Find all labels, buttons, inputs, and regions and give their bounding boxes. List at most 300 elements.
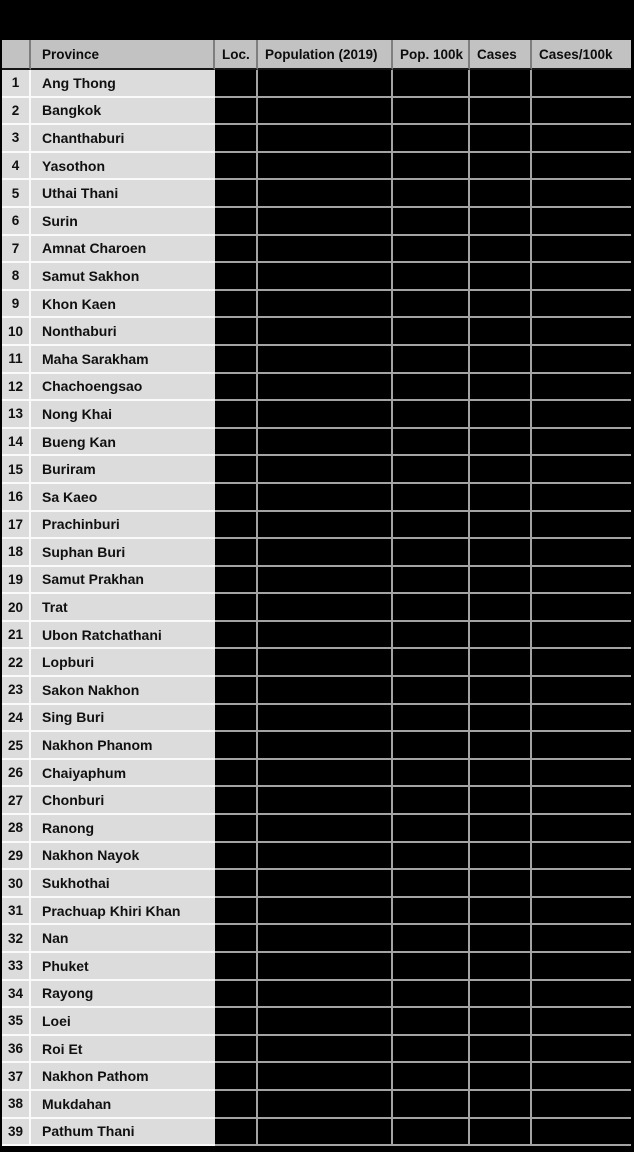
cell-cases-redacted <box>470 456 532 484</box>
cell-pop-100k-redacted <box>393 1091 470 1119</box>
table-row <box>2 1091 631 1119</box>
table-row <box>2 208 631 236</box>
cell-loc-redacted <box>215 594 258 622</box>
table-row <box>2 705 631 733</box>
table-header <box>2 40 631 70</box>
province-name: Mukdahan <box>31 1091 215 1119</box>
province-name: Bangkok <box>31 98 215 126</box>
cell-population-redacted <box>258 981 393 1009</box>
table-row <box>2 953 631 981</box>
cell-loc-redacted <box>215 925 258 953</box>
province-name: Uthai Thani <box>31 180 215 208</box>
cell-loc-redacted <box>215 843 258 871</box>
cell-pop-100k-redacted <box>393 318 470 346</box>
province-name: Chanthaburi <box>31 125 215 153</box>
cell-loc-redacted <box>215 649 258 677</box>
cell-cases-100k-redacted <box>532 318 631 346</box>
cell-loc-redacted <box>215 263 258 291</box>
cell-pop-100k-redacted <box>393 401 470 429</box>
table-row <box>2 484 631 512</box>
table-row <box>2 760 631 788</box>
table-row <box>2 622 631 650</box>
row-number: 29 <box>2 843 31 871</box>
row-number: 11 <box>2 346 31 374</box>
cell-population-redacted <box>258 1063 393 1091</box>
cell-loc-redacted <box>215 1008 258 1036</box>
cell-loc-redacted <box>215 1063 258 1091</box>
cell-loc-redacted <box>215 346 258 374</box>
cell-cases-100k-redacted <box>532 236 631 264</box>
cell-cases-redacted <box>470 125 532 153</box>
province-name: Sing Buri <box>31 705 215 733</box>
cell-pop-100k-redacted <box>393 567 470 595</box>
row-number: 13 <box>2 401 31 429</box>
cell-population-redacted <box>258 153 393 181</box>
cell-cases-100k-redacted <box>532 981 631 1009</box>
header-pop-100k: Pop. 100k <box>393 40 470 70</box>
cell-loc-redacted <box>215 512 258 540</box>
cell-population-redacted <box>258 760 393 788</box>
province-name: Maha Sarakham <box>31 346 215 374</box>
province-name: Samut Sakhon <box>31 263 215 291</box>
table-row <box>2 843 631 871</box>
cell-pop-100k-redacted <box>393 539 470 567</box>
table-row <box>2 1119 631 1147</box>
row-number: 5 <box>2 180 31 208</box>
province-name: Nan <box>31 925 215 953</box>
cell-population-redacted <box>258 374 393 402</box>
province-name: Loei <box>31 1008 215 1036</box>
cell-cases-redacted <box>470 484 532 512</box>
row-number: 38 <box>2 1091 31 1119</box>
header-cases-100k: Cases/100k <box>532 40 631 70</box>
cell-cases-redacted <box>470 346 532 374</box>
cell-population-redacted <box>258 870 393 898</box>
cell-cases-100k-redacted <box>532 649 631 677</box>
table-row <box>2 898 631 926</box>
cell-loc-redacted <box>215 153 258 181</box>
cell-cases-100k-redacted <box>532 1063 631 1091</box>
table-row <box>2 236 631 264</box>
table-row <box>2 981 631 1009</box>
cell-cases-100k-redacted <box>532 98 631 126</box>
row-number: 18 <box>2 539 31 567</box>
cell-cases-100k-redacted <box>532 539 631 567</box>
cell-population-redacted <box>258 622 393 650</box>
cell-cases-redacted <box>470 401 532 429</box>
cell-cases-100k-redacted <box>532 263 631 291</box>
province-name: Buriram <box>31 456 215 484</box>
cell-loc-redacted <box>215 318 258 346</box>
cell-loc-redacted <box>215 1091 258 1119</box>
cell-cases-redacted <box>470 1008 532 1036</box>
row-number: 19 <box>2 567 31 595</box>
cell-loc-redacted <box>215 732 258 760</box>
cell-population-redacted <box>258 1036 393 1064</box>
row-number: 9 <box>2 291 31 319</box>
cell-pop-100k-redacted <box>393 760 470 788</box>
row-number: 25 <box>2 732 31 760</box>
cell-pop-100k-redacted <box>393 925 470 953</box>
cell-cases-redacted <box>470 1036 532 1064</box>
province-name: Ranong <box>31 815 215 843</box>
cell-cases-redacted <box>470 429 532 457</box>
province-name: Surin <box>31 208 215 236</box>
cell-population-redacted <box>258 787 393 815</box>
cell-cases-redacted <box>470 677 532 705</box>
province-name: Nonthaburi <box>31 318 215 346</box>
cell-cases-100k-redacted <box>532 456 631 484</box>
cell-population-redacted <box>258 263 393 291</box>
cell-population-redacted <box>258 125 393 153</box>
cell-population-redacted <box>258 677 393 705</box>
cell-pop-100k-redacted <box>393 346 470 374</box>
cell-loc-redacted <box>215 429 258 457</box>
table-row <box>2 70 631 98</box>
cell-cases-100k-redacted <box>532 484 631 512</box>
table-row <box>2 1036 631 1064</box>
cell-cases-100k-redacted <box>532 70 631 98</box>
province-name: Nakhon Pathom <box>31 1063 215 1091</box>
row-number: 22 <box>2 649 31 677</box>
cell-cases-redacted <box>470 567 532 595</box>
cell-population-redacted <box>258 512 393 540</box>
table-row <box>2 787 631 815</box>
header-blank <box>2 40 31 70</box>
cell-population-redacted <box>258 953 393 981</box>
cell-pop-100k-redacted <box>393 705 470 733</box>
cell-population-redacted <box>258 925 393 953</box>
cell-cases-redacted <box>470 815 532 843</box>
table-row <box>2 429 631 457</box>
row-number: 23 <box>2 677 31 705</box>
province-name: Ang Thong <box>31 70 215 98</box>
cell-population-redacted <box>258 318 393 346</box>
cell-cases-100k-redacted <box>532 1008 631 1036</box>
cell-cases-redacted <box>470 732 532 760</box>
cell-pop-100k-redacted <box>393 622 470 650</box>
row-number: 17 <box>2 512 31 540</box>
row-number: 2 <box>2 98 31 126</box>
cell-pop-100k-redacted <box>393 870 470 898</box>
cell-cases-100k-redacted <box>532 374 631 402</box>
province-name: Amnat Charoen <box>31 236 215 264</box>
cell-cases-redacted <box>470 1063 532 1091</box>
province-name: Pathum Thani <box>31 1119 215 1147</box>
cell-pop-100k-redacted <box>393 374 470 402</box>
row-number: 14 <box>2 429 31 457</box>
table-row <box>2 125 631 153</box>
province-name: Trat <box>31 594 215 622</box>
cell-population-redacted <box>258 898 393 926</box>
cell-loc-redacted <box>215 567 258 595</box>
row-number: 28 <box>2 815 31 843</box>
table-row <box>2 153 631 181</box>
cell-pop-100k-redacted <box>393 787 470 815</box>
table-row <box>2 732 631 760</box>
cell-population-redacted <box>258 732 393 760</box>
cell-pop-100k-redacted <box>393 732 470 760</box>
cell-cases-100k-redacted <box>532 401 631 429</box>
cell-loc-redacted <box>215 953 258 981</box>
cell-pop-100k-redacted <box>393 981 470 1009</box>
row-number: 8 <box>2 263 31 291</box>
cell-pop-100k-redacted <box>393 843 470 871</box>
province-name: Prachuap Khiri Khan <box>31 898 215 926</box>
cell-cases-redacted <box>470 539 532 567</box>
cell-population-redacted <box>258 401 393 429</box>
province-name: Prachinburi <box>31 512 215 540</box>
row-number: 21 <box>2 622 31 650</box>
table-row <box>2 512 631 540</box>
cell-population-redacted <box>258 1119 393 1147</box>
row-number: 35 <box>2 1008 31 1036</box>
cell-cases-100k-redacted <box>532 125 631 153</box>
row-number: 20 <box>2 594 31 622</box>
cell-pop-100k-redacted <box>393 484 470 512</box>
table-row <box>2 925 631 953</box>
row-number: 1 <box>2 70 31 98</box>
row-number: 39 <box>2 1119 31 1147</box>
cell-cases-redacted <box>470 180 532 208</box>
province-name: Chaiyaphum <box>31 760 215 788</box>
cell-loc-redacted <box>215 539 258 567</box>
cell-cases-redacted <box>470 263 532 291</box>
cell-loc-redacted <box>215 401 258 429</box>
cell-pop-100k-redacted <box>393 236 470 264</box>
cell-cases-redacted <box>470 98 532 126</box>
header-cases: Cases <box>470 40 532 70</box>
cell-cases-redacted <box>470 649 532 677</box>
cell-population-redacted <box>258 346 393 374</box>
cell-cases-redacted <box>470 898 532 926</box>
cell-loc-redacted <box>215 1119 258 1147</box>
cell-population-redacted <box>258 649 393 677</box>
cell-loc-redacted <box>215 456 258 484</box>
province-name: Rayong <box>31 981 215 1009</box>
row-number: 31 <box>2 898 31 926</box>
cell-pop-100k-redacted <box>393 153 470 181</box>
cell-cases-100k-redacted <box>532 208 631 236</box>
cell-loc-redacted <box>215 705 258 733</box>
cell-loc-redacted <box>215 870 258 898</box>
row-number: 3 <box>2 125 31 153</box>
cell-cases-100k-redacted <box>532 1119 631 1147</box>
row-number: 30 <box>2 870 31 898</box>
table-row <box>2 263 631 291</box>
cell-pop-100k-redacted <box>393 1119 470 1147</box>
table-row <box>2 346 631 374</box>
cell-cases-redacted <box>470 843 532 871</box>
cell-population-redacted <box>258 429 393 457</box>
table-row <box>2 567 631 595</box>
cell-cases-100k-redacted <box>532 925 631 953</box>
cell-pop-100k-redacted <box>393 677 470 705</box>
row-number: 15 <box>2 456 31 484</box>
cell-loc-redacted <box>215 622 258 650</box>
province-name: Suphan Buri <box>31 539 215 567</box>
row-number: 24 <box>2 705 31 733</box>
cell-population-redacted <box>258 815 393 843</box>
cell-cases-100k-redacted <box>532 594 631 622</box>
cell-population-redacted <box>258 843 393 871</box>
header-row <box>2 40 631 70</box>
row-number: 4 <box>2 153 31 181</box>
province-name: Chonburi <box>31 787 215 815</box>
province-name: Yasothon <box>31 153 215 181</box>
cell-cases-100k-redacted <box>532 732 631 760</box>
province-name: Sakon Nakhon <box>31 677 215 705</box>
header-province: Province <box>31 40 215 70</box>
header-population: Population (2019) <box>258 40 393 70</box>
cell-loc-redacted <box>215 98 258 126</box>
province-name: Nakhon Phanom <box>31 732 215 760</box>
cell-cases-redacted <box>470 622 532 650</box>
province-name: Khon Kaen <box>31 291 215 319</box>
row-number: 32 <box>2 925 31 953</box>
cell-loc-redacted <box>215 484 258 512</box>
cell-pop-100k-redacted <box>393 456 470 484</box>
cell-cases-redacted <box>470 236 532 264</box>
cell-cases-redacted <box>470 153 532 181</box>
table-row <box>2 291 631 319</box>
cell-pop-100k-redacted <box>393 649 470 677</box>
table-row <box>2 180 631 208</box>
cell-pop-100k-redacted <box>393 125 470 153</box>
table-row <box>2 318 631 346</box>
cell-cases-redacted <box>470 291 532 319</box>
cell-pop-100k-redacted <box>393 429 470 457</box>
cell-loc-redacted <box>215 291 258 319</box>
cell-cases-redacted <box>470 787 532 815</box>
row-number: 26 <box>2 760 31 788</box>
cell-pop-100k-redacted <box>393 898 470 926</box>
cell-population-redacted <box>258 208 393 236</box>
cell-pop-100k-redacted <box>393 180 470 208</box>
cell-cases-redacted <box>470 1091 532 1119</box>
cell-cases-100k-redacted <box>532 429 631 457</box>
cell-cases-redacted <box>470 705 532 733</box>
row-number: 36 <box>2 1036 31 1064</box>
cell-cases-redacted <box>470 981 532 1009</box>
row-number: 27 <box>2 787 31 815</box>
cell-cases-redacted <box>470 870 532 898</box>
table-row <box>2 815 631 843</box>
cell-population-redacted <box>258 70 393 98</box>
province-name: Samut Prakhan <box>31 567 215 595</box>
cell-cases-100k-redacted <box>532 760 631 788</box>
cell-pop-100k-redacted <box>393 291 470 319</box>
row-number: 33 <box>2 953 31 981</box>
cell-pop-100k-redacted <box>393 512 470 540</box>
cell-cases-100k-redacted <box>532 567 631 595</box>
province-name: Nong Khai <box>31 401 215 429</box>
cell-cases-redacted <box>470 374 532 402</box>
cell-loc-redacted <box>215 1036 258 1064</box>
cell-cases-100k-redacted <box>532 787 631 815</box>
cell-cases-100k-redacted <box>532 677 631 705</box>
row-number: 16 <box>2 484 31 512</box>
cell-loc-redacted <box>215 70 258 98</box>
table-row <box>2 539 631 567</box>
province-name: Ubon Ratchathani <box>31 622 215 650</box>
cell-cases-100k-redacted <box>532 898 631 926</box>
cell-pop-100k-redacted <box>393 815 470 843</box>
province-name: Phuket <box>31 953 215 981</box>
cell-cases-100k-redacted <box>532 1091 631 1119</box>
header-loc: Loc. <box>215 40 258 70</box>
cell-loc-redacted <box>215 236 258 264</box>
cell-cases-100k-redacted <box>532 346 631 374</box>
cell-population-redacted <box>258 456 393 484</box>
cell-population-redacted <box>258 1091 393 1119</box>
cell-population-redacted <box>258 98 393 126</box>
row-number: 7 <box>2 236 31 264</box>
cell-cases-redacted <box>470 760 532 788</box>
cell-cases-100k-redacted <box>532 953 631 981</box>
cell-cases-100k-redacted <box>532 622 631 650</box>
table-row <box>2 649 631 677</box>
row-number: 34 <box>2 981 31 1009</box>
cell-cases-redacted <box>470 925 532 953</box>
cell-pop-100k-redacted <box>393 1036 470 1064</box>
table-body <box>2 70 631 1146</box>
cell-loc-redacted <box>215 208 258 236</box>
cell-cases-redacted <box>470 70 532 98</box>
cell-loc-redacted <box>215 760 258 788</box>
cell-loc-redacted <box>215 677 258 705</box>
table-row <box>2 374 631 402</box>
row-number: 10 <box>2 318 31 346</box>
province-table <box>2 40 631 1146</box>
province-name: Nakhon Nayok <box>31 843 215 871</box>
cell-population-redacted <box>258 539 393 567</box>
cell-population-redacted <box>258 567 393 595</box>
table-row <box>2 870 631 898</box>
table-row <box>2 594 631 622</box>
province-name: Sukhothai <box>31 870 215 898</box>
cell-cases-100k-redacted <box>532 705 631 733</box>
cell-cases-100k-redacted <box>532 153 631 181</box>
cell-loc-redacted <box>215 125 258 153</box>
cell-pop-100k-redacted <box>393 1063 470 1091</box>
cell-cases-100k-redacted <box>532 291 631 319</box>
cell-pop-100k-redacted <box>393 263 470 291</box>
table-row <box>2 677 631 705</box>
cell-population-redacted <box>258 180 393 208</box>
cell-cases-100k-redacted <box>532 843 631 871</box>
cell-pop-100k-redacted <box>393 208 470 236</box>
cell-cases-redacted <box>470 953 532 981</box>
cell-cases-redacted <box>470 594 532 622</box>
cell-cases-redacted <box>470 1119 532 1147</box>
table-row <box>2 1008 631 1036</box>
province-name: Sa Kaeo <box>31 484 215 512</box>
cell-pop-100k-redacted <box>393 98 470 126</box>
cell-pop-100k-redacted <box>393 1008 470 1036</box>
province-name: Lopburi <box>31 649 215 677</box>
province-name: Chachoengsao <box>31 374 215 402</box>
cell-population-redacted <box>258 1008 393 1036</box>
cell-pop-100k-redacted <box>393 70 470 98</box>
row-number: 6 <box>2 208 31 236</box>
cell-cases-100k-redacted <box>532 815 631 843</box>
cell-pop-100k-redacted <box>393 594 470 622</box>
cell-population-redacted <box>258 705 393 733</box>
cell-loc-redacted <box>215 180 258 208</box>
cell-loc-redacted <box>215 898 258 926</box>
table-row <box>2 98 631 126</box>
